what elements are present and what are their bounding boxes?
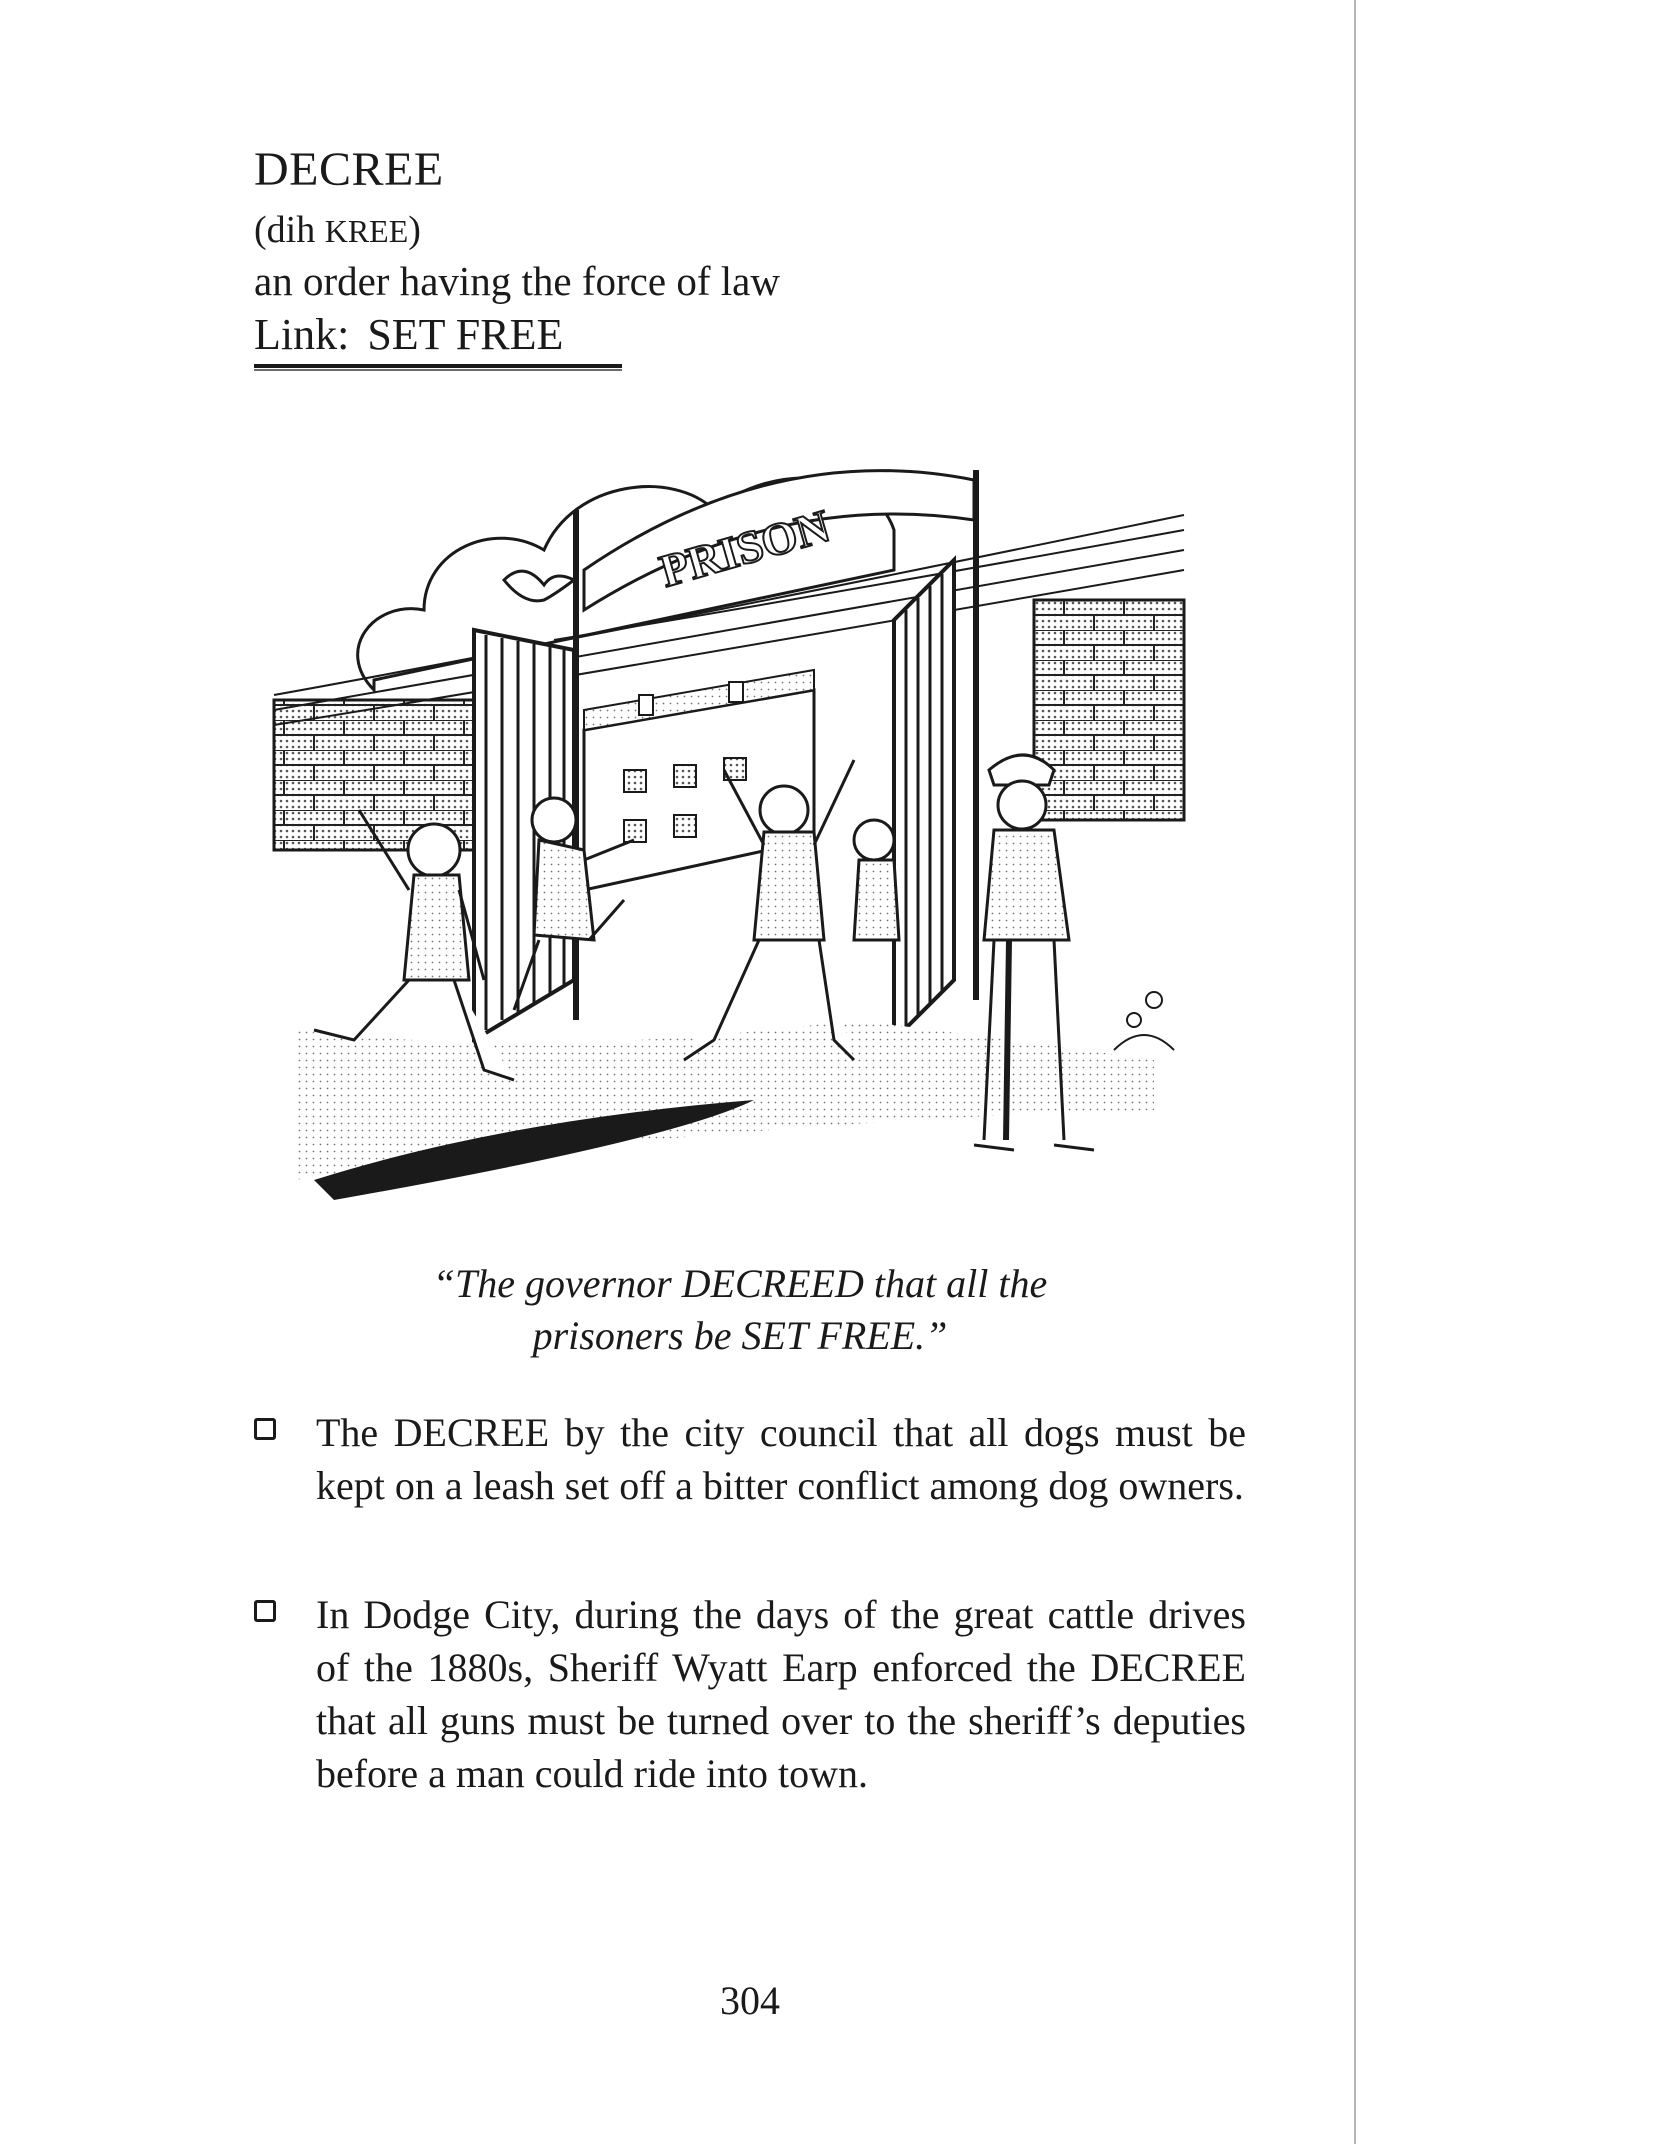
caption-line-1: “The governor DECREED that all the bbox=[432, 1261, 1048, 1306]
link-underline-shadow bbox=[254, 369, 622, 371]
link-underline bbox=[254, 364, 622, 368]
link-label: Link: bbox=[254, 310, 350, 359]
checkbox-bullet-icon bbox=[254, 1418, 276, 1440]
example-text: In Dodge City, during the days of the great cattle drives of the 1880s, Sheriff Wyatt Earp enforced the DECREE that all guns must be turned over to the sheriff’s deputies before a man could ride into town. bbox=[316, 1592, 1246, 1796]
checkbox-bullet-icon bbox=[254, 1600, 276, 1622]
flowers bbox=[1114, 992, 1174, 1050]
illustration-caption bbox=[300, 1258, 1180, 1362]
pronunciation bbox=[254, 206, 421, 255]
right-wall bbox=[1034, 600, 1184, 820]
link-word: SET FREE bbox=[367, 310, 564, 359]
link-line bbox=[254, 308, 563, 362]
right-gate bbox=[894, 560, 954, 1040]
pronunciation-open: (dih bbox=[254, 209, 325, 251]
pronunciation-caps: KREE bbox=[324, 213, 409, 249]
prison-illustration bbox=[254, 420, 1214, 1240]
entry-word: DECREE bbox=[254, 143, 444, 196]
pronunciation-close: ) bbox=[408, 209, 421, 251]
page-number: 304 bbox=[720, 1978, 780, 2023]
definition: an order having the force of law bbox=[254, 258, 780, 304]
example-text: The DECREE by the city council that all dogs must be kept on a leash set off a bitter conflict among dog owners. bbox=[316, 1410, 1246, 1508]
prison-sign-text: PRISON bbox=[654, 499, 836, 597]
page-edge-rule bbox=[1354, 0, 1356, 2144]
caption-line-2: prisoners be SET FREE.” bbox=[532, 1313, 948, 1358]
